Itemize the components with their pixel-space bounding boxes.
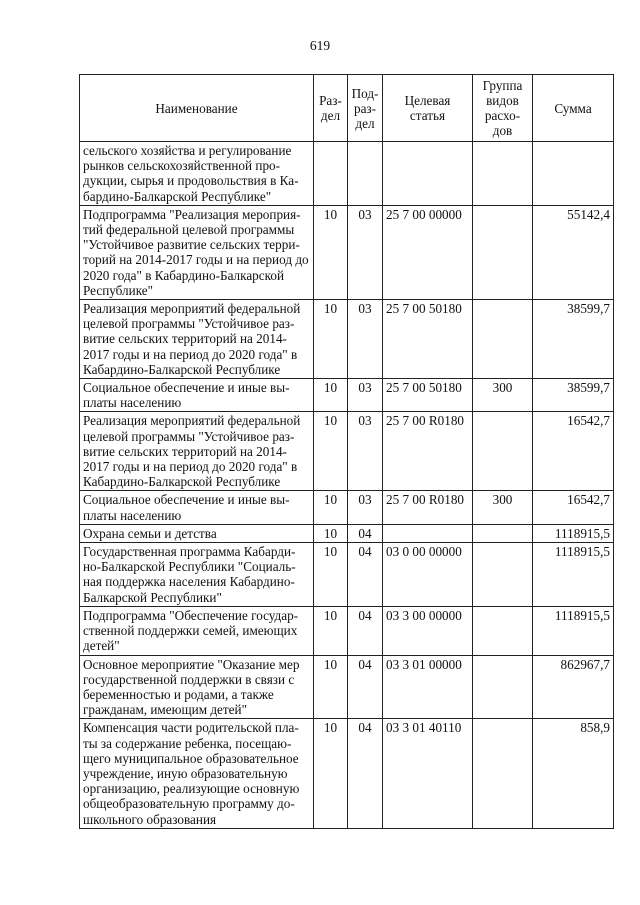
header-name: Наименование	[80, 75, 314, 142]
cell-section	[314, 142, 348, 206]
header-amount: Сумма	[533, 75, 614, 142]
cell-section: 10	[314, 719, 348, 828]
cell-amount: 16542,7	[533, 412, 614, 491]
header-target-article: Целевая статья	[383, 75, 473, 142]
cell-section: 10	[314, 379, 348, 412]
cell-target-article: 25 7 00 50180	[383, 379, 473, 412]
page-number: 619	[309, 38, 331, 53]
cell-target-article	[383, 142, 473, 206]
cell-amount	[533, 142, 614, 206]
table-row	[80, 300, 614, 379]
cell-name: Подпрограмма "Обеспечение государ-ственной поддержки семей, имеющих детей"	[80, 606, 314, 655]
cell-amount: 16542,7	[533, 491, 614, 524]
cell-section: 10	[314, 606, 348, 655]
cell-name: Реализация мероприятий федеральной целевой программы "Устойчивое раз-витие сельских территорий на 2014-2017 годы и на период до 2020 года" в Кабардино-Балкарской Республике	[80, 300, 314, 379]
cell-amount: 862967,7	[533, 655, 614, 719]
table-row	[80, 491, 614, 524]
cell-expense-group	[473, 606, 533, 655]
header-subsection: Под- раз- дел	[348, 75, 383, 142]
cell-expense-group	[473, 655, 533, 719]
cell-section: 10	[314, 205, 348, 299]
table-row	[80, 524, 614, 542]
cell-subsection: 04	[348, 524, 383, 542]
cell-target-article: 25 7 00 00000	[383, 205, 473, 299]
header-section: Раз- дел	[314, 75, 348, 142]
cell-name: Государственная программа Кабарди-но-Балкарской Республики "Социаль-ная поддержка населения Кабардино-Балкарской Республики"	[80, 543, 314, 607]
cell-expense-group: 300	[473, 491, 533, 524]
table-row	[80, 205, 614, 299]
cell-expense-group	[473, 719, 533, 828]
cell-target-article: 03 3 01 40110	[383, 719, 473, 828]
cell-subsection: 03	[348, 300, 383, 379]
cell-subsection: 04	[348, 655, 383, 719]
cell-target-article: 25 7 00 R0180	[383, 491, 473, 524]
cell-section: 10	[314, 491, 348, 524]
cell-subsection	[348, 142, 383, 206]
table-row	[80, 142, 614, 206]
cell-expense-group	[473, 142, 533, 206]
cell-subsection: 03	[348, 412, 383, 491]
cell-target-article: 03 3 01 00000	[383, 655, 473, 719]
cell-target-article	[383, 524, 473, 542]
cell-subsection: 03	[348, 379, 383, 412]
table-body	[80, 142, 614, 829]
table-row	[80, 655, 614, 719]
cell-amount: 55142,4	[533, 205, 614, 299]
cell-expense-group: 300	[473, 379, 533, 412]
cell-amount: 1118915,5	[533, 524, 614, 542]
table-row	[80, 606, 614, 655]
table-row	[80, 719, 614, 828]
table-header-row	[80, 75, 614, 142]
cell-target-article: 25 7 00 R0180	[383, 412, 473, 491]
cell-subsection: 03	[348, 491, 383, 524]
table-row	[80, 379, 614, 412]
cell-subsection: 04	[348, 719, 383, 828]
cell-expense-group	[473, 412, 533, 491]
cell-name: Основное мероприятие "Оказание мер государственной поддержки в связи с беременностью и родами, а также гражданам, имеющим детей"	[80, 655, 314, 719]
cell-name: сельского хозяйства и регулирование рынков сельскохозяйственной про-дукции, сырья и продовольствия в Ка-бардино-Балкарской Республике"	[80, 142, 314, 206]
cell-subsection: 04	[348, 606, 383, 655]
cell-name: Реализация мероприятий федеральной целевой программы "Устойчивое раз-витие сельских территорий на 2014-2017 годы и на период до 2020 года" в Кабардино-Балкарской Республике	[80, 412, 314, 491]
cell-expense-group	[473, 300, 533, 379]
cell-target-article: 25 7 00 50180	[383, 300, 473, 379]
cell-expense-group	[473, 205, 533, 299]
cell-section: 10	[314, 300, 348, 379]
cell-name: Подпрограмма "Реализация мероприя-тий федеральной целевой программы "Устойчивое развитие сельских терри-торий на 2014-2017 годы и на период до 2020 года" в Кабардино-Балкарской Республике"	[80, 205, 314, 299]
cell-expense-group	[473, 543, 533, 607]
cell-name: Компенсация части родительской пла-ты за содержание ребенка, посещаю-щего муниципальное образовательное учреждение, иную образовательную организацию, реализующие основную общеобразовательную программу до-школьного образования	[80, 719, 314, 828]
table-row	[80, 412, 614, 491]
header-expense-group: Группа видов расхо- дов	[473, 75, 533, 142]
cell-expense-group	[473, 524, 533, 542]
cell-target-article: 03 3 00 00000	[383, 606, 473, 655]
cell-amount: 858,9	[533, 719, 614, 828]
cell-subsection: 03	[348, 205, 383, 299]
cell-target-article: 03 0 00 00000	[383, 543, 473, 607]
cell-name: Социальное обеспечение и иные вы-платы населению	[80, 379, 314, 412]
cell-amount: 38599,7	[533, 300, 614, 379]
cell-section: 10	[314, 524, 348, 542]
cell-name: Социальное обеспечение и иные вы-платы населению	[80, 491, 314, 524]
cell-amount: 1118915,5	[533, 606, 614, 655]
cell-amount: 38599,7	[533, 379, 614, 412]
cell-section: 10	[314, 543, 348, 607]
table-row	[80, 543, 614, 607]
cell-subsection: 04	[348, 543, 383, 607]
cell-name: Охрана семьи и детства	[80, 524, 314, 542]
cell-section: 10	[314, 655, 348, 719]
cell-section: 10	[314, 412, 348, 491]
budget-table	[79, 74, 614, 829]
cell-amount: 1118915,5	[533, 543, 614, 607]
